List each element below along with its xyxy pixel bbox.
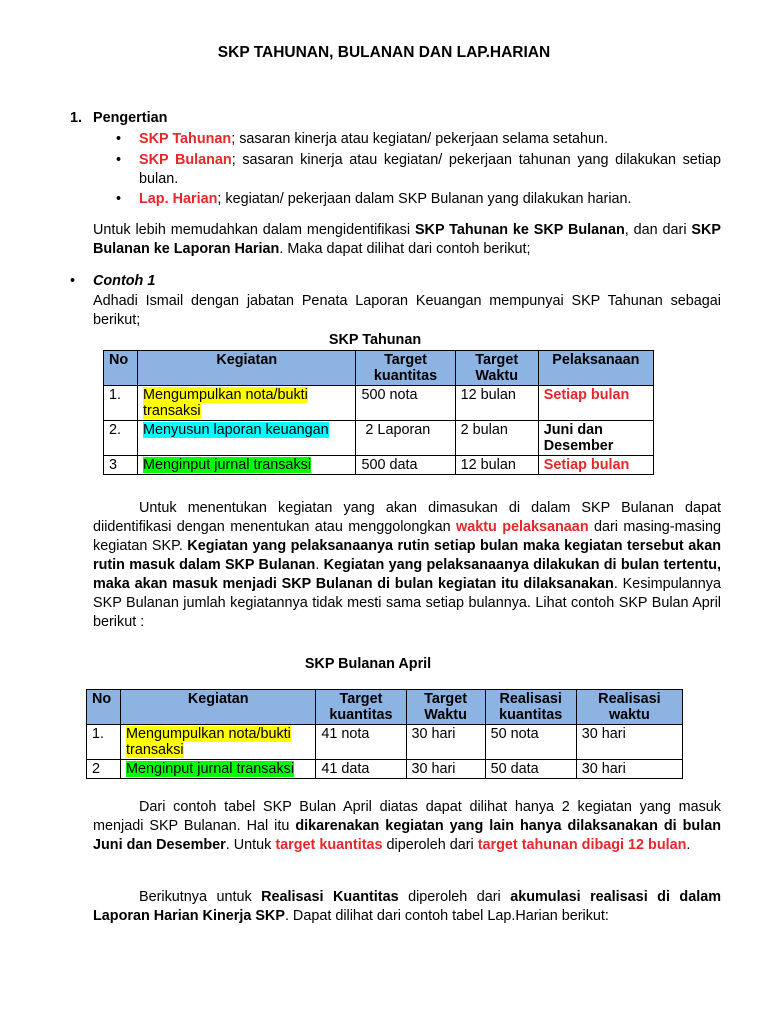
table1-caption: SKP Tahunan — [328, 332, 422, 348]
table-cell — [121, 725, 316, 760]
table-cell: 30 hari — [576, 725, 682, 760]
definition-text: ; sasaran kinerja atau kegiatan/ pekerjaan tahunan yang dilakukan setiap bulan. — [139, 152, 721, 187]
text: , dan dari — [624, 222, 692, 238]
table-cell: 1. — [87, 725, 121, 760]
table-cell: 41 data — [316, 760, 406, 779]
text: . — [315, 557, 324, 573]
term: Lap. Harian — [139, 191, 218, 207]
text: . Maka dapat dilihat dari contoh berikut; — [279, 241, 531, 257]
header-cell: Kegiatan — [121, 690, 316, 725]
definition-lap-harian — [139, 190, 721, 209]
header-cell: Realisasi waktu — [576, 690, 682, 725]
text: Untuk menentukan kegiatan yang akan dimasukan di dalam SKP Bulanan dapat diidentifikasi dengan menentukan atau menggolongkan — [93, 500, 721, 535]
highlighted-activity: Menginput jurnal transaksi — [126, 761, 295, 777]
text: . Dapat dilihat dari contoh tabel Lap.Harian berikut: — [284, 908, 609, 924]
bold-text: Kegiatan yang pelaksanaanya dilakukan di bulan tertentu, maka akan masuk menjadi SKP Bulanan di bulan kegiatan itu dilaksanakan — [93, 557, 722, 592]
table-cell: 30 hari — [406, 725, 485, 760]
table-cell: 2. — [104, 421, 138, 456]
table-row — [87, 725, 683, 760]
section-heading: Pengertian — [93, 110, 168, 126]
table-header-row — [104, 351, 654, 386]
header-cell: Target kuantitas — [316, 690, 406, 725]
page-title: SKP TAHUNAN, BULANAN DAN LAP.HARIAN — [217, 44, 551, 61]
explanation-paragraph — [93, 798, 721, 855]
bullet-marker: • — [70, 273, 76, 289]
definition-skp-tahunan — [139, 130, 721, 149]
bold-text: SKP Bulanan ke Laporan Harian — [93, 222, 721, 257]
bold-text: dikarenakan kegiatan yang lain hanya dilaksanakan di bulan Juni dan Desember — [93, 818, 721, 853]
table-cell: Setiap bulan — [538, 456, 653, 475]
table-cell: Setiap bulan — [538, 386, 653, 421]
table-cell: 3 — [104, 456, 138, 475]
highlighted-activity: Mengumpulkan nota/bukti transaksi — [126, 726, 291, 758]
text: dari masing-masing kegiatan SKP. — [93, 519, 721, 554]
table-cell: 30 hari — [576, 760, 682, 779]
intro-paragraph — [93, 221, 721, 259]
bold-text: Kegiatan yang pelaksanaanya rutin setiap bulan maka kegiatan tersebut akan rutin masuk dalam SKP Bulanan — [93, 538, 722, 573]
example-heading: Contoh 1 — [93, 273, 156, 289]
table-cell: 50 data — [485, 760, 576, 779]
table-cell — [138, 456, 356, 475]
table-row — [104, 421, 654, 456]
text: . — [686, 837, 691, 853]
table-row — [104, 456, 654, 475]
bullet-marker: • — [116, 131, 122, 147]
highlight-text: waktu pelaksanaan — [456, 519, 589, 535]
table-cell — [138, 386, 356, 421]
classification-paragraph — [93, 499, 721, 632]
header-cell: Target Waktu — [406, 690, 485, 725]
table-header-row — [87, 690, 683, 725]
table-cell: 500 nota — [356, 386, 455, 421]
header-cell: No — [87, 690, 121, 725]
text: diperoleh dari — [398, 889, 511, 905]
highlight-text: target tahunan dibagi 12 bulan — [477, 837, 687, 853]
table-cell: 12 bulan — [455, 456, 538, 475]
header-cell: Realisasi kuantitas — [485, 690, 576, 725]
table-cell: 30 hari — [406, 760, 485, 779]
table-cell: 500 data — [356, 456, 455, 475]
example-intro: Adhadi Ismail dengan jabatan Penata Laporan Keuangan mempunyai SKP Tahunan sebagai berikut; — [93, 293, 721, 328]
text: Dari contoh tabel SKP Bulan April diatas dapat dilihat hanya 2 kegiatan yang masuk menjadi SKP Bulanan. Hal itu — [93, 799, 721, 834]
table-cell — [138, 421, 356, 456]
table-cell: 1. — [104, 386, 138, 421]
table-cell: 12 bulan — [455, 386, 538, 421]
term: SKP Tahunan — [139, 131, 232, 147]
text: Berikutnya untuk — [139, 889, 262, 905]
bold-text: akumulasi realisasi di dalam Laporan Harian Kinerja SKP — [93, 889, 722, 924]
highlighted-activity: Menyusun laporan keuangan — [143, 422, 329, 438]
text: diperoleh dari — [382, 837, 478, 853]
highlighted-activity: Mengumpulkan nota/bukti transaksi — [143, 387, 308, 419]
bullet-marker: • — [116, 152, 122, 168]
section-number: 1. — [70, 110, 83, 126]
realisasi-paragraph — [93, 888, 721, 926]
skp-bulanan-table — [86, 689, 683, 779]
text: Untuk lebih memudahkan dalam mengidentifikasi — [93, 222, 415, 238]
table-cell — [121, 760, 316, 779]
bold-text: Realisasi Kuantitas — [261, 889, 399, 905]
table-cell: Juni dan Desember — [538, 421, 653, 456]
definition-text: ; kegiatan/ pekerjaan dalam SKP Bulanan yang dilakukan harian. — [217, 191, 632, 207]
header-cell: Pelaksanaan — [538, 351, 653, 386]
text: . Kesimpulannya SKP Bulanan jumlah kegiatannya tidak mesti sama setiap bulannya. Lihat contoh SKP Bulan April berikut : — [93, 576, 721, 630]
text: . Untuk — [225, 837, 276, 853]
bullet-marker: • — [116, 191, 122, 207]
header-cell: Target Waktu — [455, 351, 538, 386]
header-cell: Kegiatan — [138, 351, 356, 386]
term: SKP Bulanan — [139, 152, 232, 168]
table-cell: 2 — [87, 760, 121, 779]
table-row — [87, 760, 683, 779]
table-cell: 2 Laporan — [356, 421, 455, 456]
table-cell: 41 nota — [316, 725, 406, 760]
table-row — [104, 386, 654, 421]
skp-tahunan-table — [103, 350, 654, 475]
highlight-text: target kuantitas — [275, 837, 383, 853]
definition-text: ; sasaran kinerja atau kegiatan/ pekerjaan selama setahun. — [231, 131, 609, 147]
definition-skp-bulanan — [139, 151, 721, 189]
header-cell: No — [104, 351, 138, 386]
bold-text: SKP Tahunan ke SKP Bulanan — [414, 222, 625, 238]
table2-caption: SKP Bulanan April — [304, 656, 432, 672]
header-cell: Target kuantitas — [356, 351, 455, 386]
highlighted-activity: Menginput jurnal transaksi — [143, 457, 312, 473]
table-cell: 50 nota — [485, 725, 576, 760]
table-cell: 2 bulan — [455, 421, 538, 456]
